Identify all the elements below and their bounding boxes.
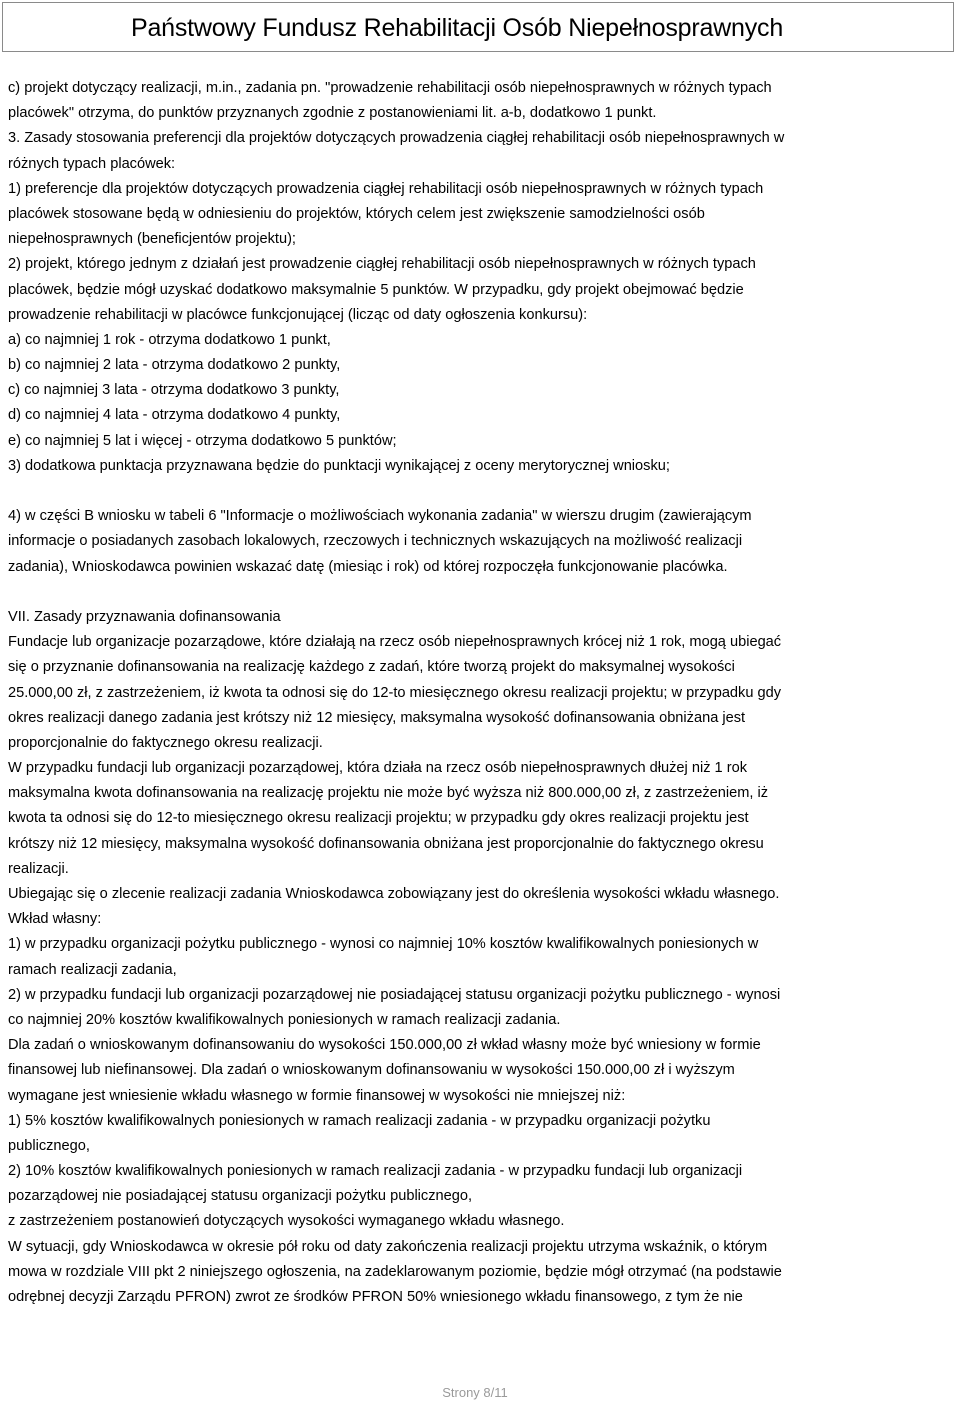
text-line: krótszy niż 12 miesięcy, maksymalna wysokość dofinansowania obniżana jest proporcjonalnie do faktycznego okresu	[8, 835, 764, 852]
text-line: d) co najmniej 4 lata - otrzyma dodatkowo 4 punkty,	[8, 407, 341, 424]
text-line: mowa w rozdziale VIII pkt 2 niniejszego ogłoszenia, na zadeklarowanym poziomie, będzie mógł otrzymać (na podstawie	[8, 1263, 782, 1280]
text-line: 4) w części B wniosku w tabeli 6 "Informacje o możliwościach wykonania zadania" w wierszu drugim (zawierającym	[8, 508, 752, 525]
text-line: pozarządowej nie posiadającej statusu organizacji pożytku publicznego,	[8, 1188, 473, 1205]
text-line: 2) 10% kosztów kwalifikowalnych poniesionych w ramach realizacji zadania - w przypadku fundacji lub organizacji	[8, 1163, 743, 1180]
text-line: niepełnosprawnych (beneficjentów projektu);	[8, 231, 296, 248]
text-line: 1) 5% kosztów kwalifikowalnych poniesionych w ramach realizacji zadania - w przypadku organizacji pożytku	[8, 1112, 711, 1129]
text-line: informacje o posiadanych zasobach lokalowych, rzeczowych i technicznych wskazujących na możliwość realizacji	[8, 533, 743, 550]
text-line: c) projekt dotyczący realizacji, m.in., zadania pn. "prowadzenie rehabilitacji osób niepełnosprawnych w różnych typach	[8, 80, 772, 96]
text-line: a) co najmniej 1 rok - otrzyma dodatkowo 1 punkt,	[8, 331, 331, 348]
text-line: W przypadku fundacji lub organizacji pozarządowej, która działa na rzecz osób niepełnosprawnych dłużej niż 1 rok	[8, 760, 748, 777]
text-line: Dla zadań o wnioskowanym dofinansowaniu do wysokości 150.000,00 zł wkład własny może być wniesiony w formie	[8, 1037, 761, 1054]
page-number: Strony 8/11	[442, 1385, 508, 1400]
paragraph-gap	[8, 580, 952, 605]
text-line: 3. Zasady stosowania preferencji dla projektów dotyczących prowadzenia ciągłej rehabilitacji osób niepełnosprawnych w	[8, 130, 785, 147]
text-line: różnych typach placówek:	[8, 155, 176, 172]
paragraph-gap	[8, 479, 952, 504]
text-line: publicznego,	[8, 1137, 90, 1154]
text-line: okres realizacji danego zadania jest krótszy niż 12 miesięcy, maksymalna wysokość dofinansowania obniżana jest	[8, 709, 746, 726]
text-line: placówek, będzie mógł uzyskać dodatkowo maksymalnie 5 punktów. W przypadku, gdy projekt obejmować będzie	[8, 281, 744, 298]
document-body	[8, 76, 952, 1310]
text-line: maksymalna kwota dofinansowania na realizację projektu nie może być wyższa niż 800.000,00 zł, z zastrzeżeniem, iż	[8, 785, 769, 802]
text-line: 1) w przypadku organizacji pożytku publicznego - wynosi co najmniej 10% kosztów kwalifikowalnych poniesionych w	[8, 936, 759, 953]
text-line: prowadzenie rehabilitacji w placówce funkcjonującej (licząc od daty ogłoszenia konkursu):	[8, 306, 588, 323]
page-header	[2, 2, 954, 52]
text-line: wymagane jest wniesienie wkładu własnego w formie finansowej w wysokości nie mniejszej niż:	[8, 1087, 626, 1104]
text-line: proporcjonalnie do faktycznego okresu realizacji.	[8, 734, 323, 751]
text-line: zadania), Wnioskodawca powinien wskazać datę (miesiąc i rok) od której rozpoczęła funkcjonowanie placówka.	[8, 558, 728, 575]
text-line: Ubiegając się o zlecenie realizacji zadania Wnioskodawca zobowiązany jest do określenia wysokości wkładu własnego.	[8, 886, 780, 902]
text-line: co najmniej 20% kosztów kwalifikowalnych poniesionych w ramach realizacji zadania.	[8, 1011, 561, 1028]
text-line: ramach realizacji zadania,	[8, 961, 177, 978]
text-line: 1) preferencje dla projektów dotyczących prowadzenia ciągłej rehabilitacji osób niepełnosprawnych w różnych typach	[8, 180, 764, 197]
text-line: W sytuacji, gdy Wnioskodawca w okresie pół roku od daty zakończenia realizacji projektu utrzyma wskaźnik, o którym	[8, 1238, 768, 1255]
text-line: 25.000,00 zł, z zastrzeżeniem, iż kwota ta odnosi się do 12-to miesięcznego okresu realizacji projektu; w przypadku gdy	[8, 684, 782, 701]
text-line: realizacji.	[8, 860, 69, 877]
header-title: Państwowy Fundusz Rehabilitacji Osób Niepełnosprawnych	[131, 14, 784, 42]
text-line: 2) projekt, którego jednym z działań jest prowadzenie ciągłej rehabilitacji osób niepełnosprawnych w różnych typach	[8, 256, 756, 273]
text-line: odrębnej decyzji Zarządu PFRON) zwrot ze środków PFRON 50% wniesionego wkładu finansowego, z tym że nie	[8, 1289, 743, 1305]
text-line: b) co najmniej 2 lata - otrzyma dodatkowo 2 punkty,	[8, 357, 341, 374]
text-line: Wkład własny:	[8, 911, 102, 928]
text-line: placówek stosowane będą w odniesieniu do projektów, których celem jest zwiększenie samodzielności osób	[8, 205, 705, 222]
text-line: kwota ta odnosi się do 12-to miesięcznego okresu realizacji projektu; w przypadku gdy okres realizacji projektu jest	[8, 810, 749, 827]
text-line: Fundacje lub organizacje pozarządowe, które działają na rzecz osób niepełnosprawnych krócej niż 1 rok, mogą ubiegać	[8, 634, 782, 651]
text-line: placówek" otrzyma, do punktów przyznanych zgodnie z postanowieniami lit. a-b, dodatkowo 1 punkt.	[8, 105, 657, 122]
text-line: e) co najmniej 5 lat i więcej - otrzyma dodatkowo 5 punktów;	[8, 432, 397, 449]
text-line: z zastrzeżeniem postanowień dotyczących wysokości wymaganego wkładu własnego.	[8, 1213, 565, 1230]
text-line: finansowej lub niefinansowej. Dla zadań o wnioskowanym dofinansowaniu w wysokości 150.000,00 zł i wyższym	[8, 1062, 735, 1079]
text-line: 2) w przypadku fundacji lub organizacji pozarządowej nie posiadającej statusu organizacji pożytku publicznego - wynosi	[8, 986, 781, 1003]
text-line: c) co najmniej 3 lata - otrzyma dodatkowo 3 punkty,	[8, 382, 340, 399]
text-line: VII. Zasady przyznawania dofinansowania	[8, 608, 281, 625]
text-line: 3) dodatkowa punktacja przyznawana będzie do punktacji wynikającej z oceny merytorycznej wniosku;	[8, 457, 670, 474]
text-line: się o przyznanie dofinansowania na realizację każdego z zadań, które tworzą projekt do maksymalnej wysokości	[8, 659, 735, 676]
